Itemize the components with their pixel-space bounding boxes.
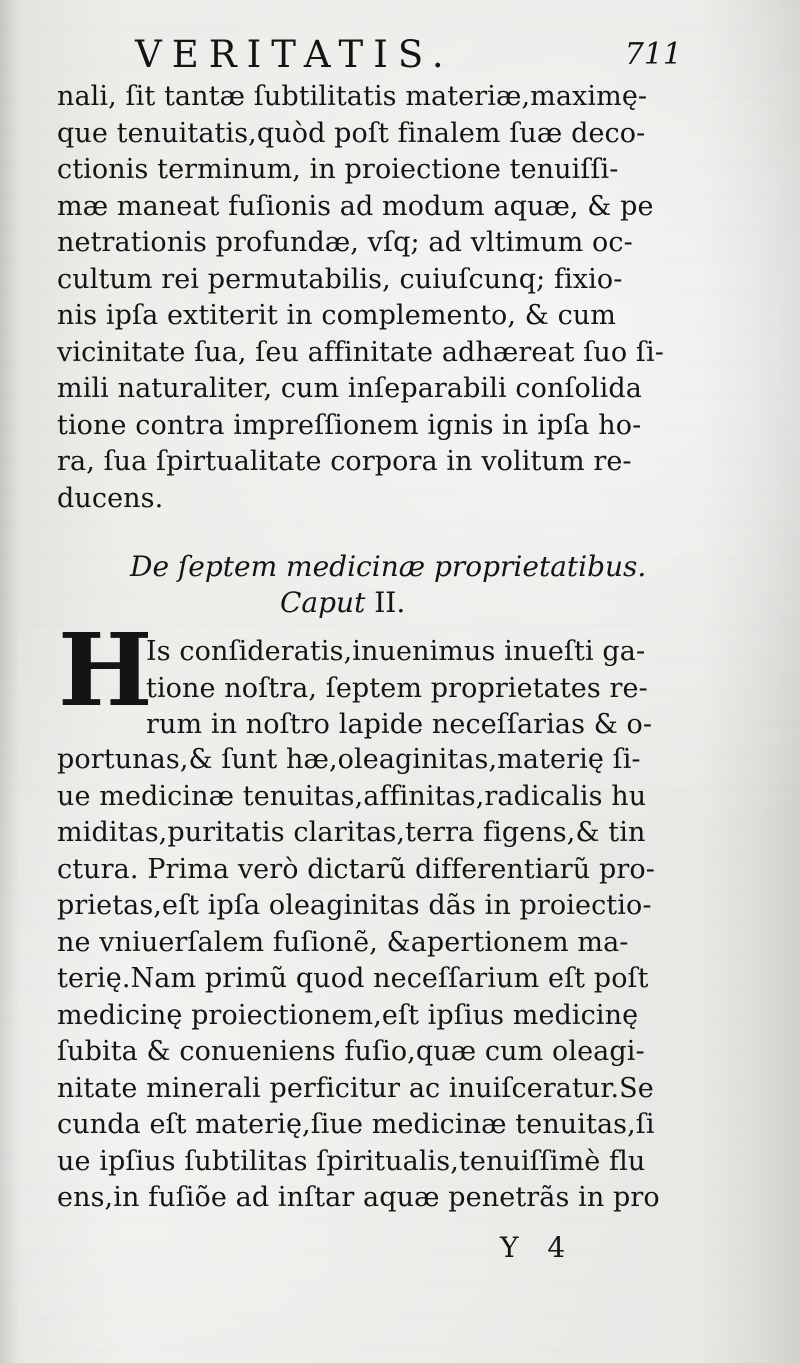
text-line: ſubita & conueniens fuſio,quæ cum oleagi- [57, 1036, 645, 1067]
text-line: ue ipſius ſubtilitas ſpiritualis,tenuiſſimè flu [57, 1145, 646, 1177]
chapter-word: Caput [280, 586, 366, 619]
text-line: miditas,puritatis claritas,terra figens,& tin [57, 817, 646, 848]
text-line: cunda eſt materię,ſiue medicinæ tenuitas,ſi [57, 1109, 655, 1140]
text-block-body [57, 742, 687, 1217]
text-line: tione contra impreſſionem ignis in ipſa ho- [57, 409, 642, 441]
text-line: ens,in fuſiõe ad inſtar aquæ penetrãs in pro [57, 1182, 660, 1213]
text-line: prietas,eſt ipſa oleaginitas dãs in proiectio- [57, 890, 652, 921]
text-line: rum in noſtro lapide neceſſarias & o- [146, 709, 653, 740]
text-block-dropcap [146, 634, 686, 744]
text-line: ducens. [57, 482, 164, 514]
text-line: tione noſtra, ſeptem proprietates re- [146, 672, 648, 704]
text-line: nitate minerali perficitur ac inuiſceratur.Se [57, 1072, 654, 1104]
text-line: cultum rei permutabilis, cuiuſcunq; fixio- [57, 263, 623, 295]
text-line: ctionis terminum, in proiectione tenuiſſi- [57, 154, 619, 185]
text-line: ue medicinæ tenuitas,affinitas,radicalis hu [57, 780, 647, 812]
section-title: De ſeptem medicinæ proprietatibus. [130, 550, 647, 583]
text-line: nali, ſit tantæ ſubtilitatis materiæ,maximę- [57, 81, 648, 112]
text-line: Is conſideratis,inuenimus inueſti ga- [146, 636, 646, 667]
text-line: vicinitate ſua, ſeu affinitate adhæreat ſuo ſi- [57, 336, 664, 368]
text-line: medicinę proiectionem,eſt ipſius medicinę [57, 999, 639, 1031]
text-line: mæ maneat fuſionis ad modum aquæ, & pe [57, 190, 654, 222]
running-head: VERITATIS. [135, 33, 454, 76]
page-header [0, 34, 800, 76]
text-line: que tenuitatis,quòd poſt finalem ſuæ deco- [57, 117, 646, 149]
chapter-number: II. [374, 586, 406, 619]
text-line: netrationis profundæ, vſq; ad vltimum oc- [57, 227, 633, 258]
text-line: mili naturaliter, cum inſeparabili conſolida [57, 373, 642, 404]
text-line: ne vniuerſalem fuſionẽ, &apertionem ma- [57, 926, 629, 958]
text-line: portunas,& ſunt hæ,oleaginitas,materię ſi- [57, 744, 641, 775]
page-number: 711 [624, 37, 682, 72]
text-line: ra, ſua ſpirtualitate corpora in volitum re- [57, 446, 632, 477]
text-block-top [57, 79, 687, 517]
chapter-label [280, 585, 500, 621]
drop-cap: H [58, 611, 153, 729]
text-line: nis ipſa extiterit in complemento, & cum [57, 300, 617, 331]
text-line: terię.Nam primũ quod neceſſarium eſt poſt [57, 963, 649, 994]
signature-mark: Y 4 [500, 1231, 576, 1264]
text-line: ctura. Prima verò dictarũ differentiarũ pro- [57, 853, 655, 885]
